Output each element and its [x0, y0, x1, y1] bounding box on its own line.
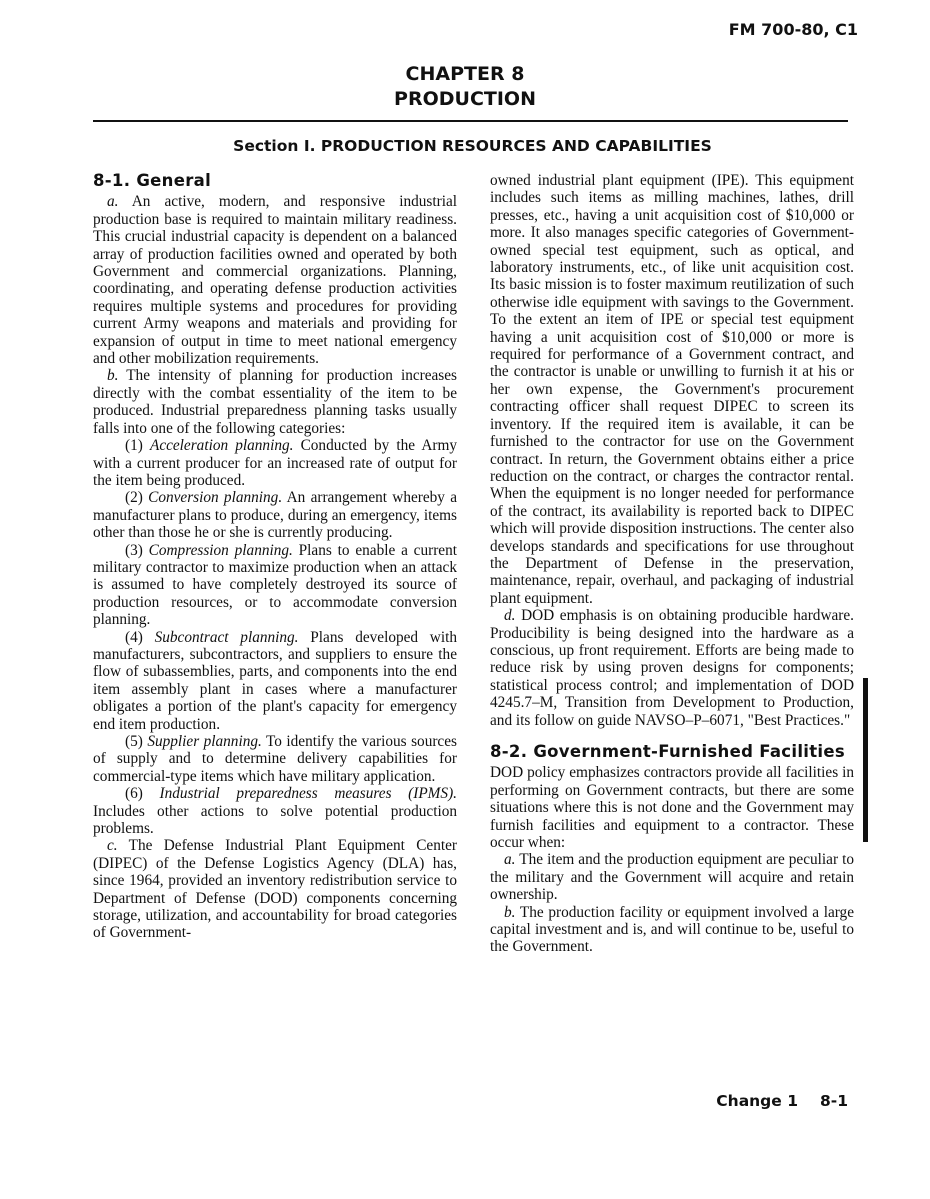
- item-text: To identify the various sources of supply and to determine delivery capabilities for commercial-type items which have military application.: [93, 733, 457, 785]
- subpara-label: a.: [504, 851, 516, 869]
- item-text: Includes other actions to solve potential production problems.: [93, 802, 457, 838]
- paragraph-8-2-b: [490, 904, 854, 956]
- subpara-text: The item and the production equipment are peculiar to the military and the Government will acquire and retain ownership.: [490, 851, 854, 904]
- item-term: Subcontract planning.: [154, 628, 299, 646]
- planning-item: [93, 785, 457, 837]
- planning-item: [93, 629, 457, 733]
- item-term: Supplier planning.: [147, 733, 262, 750]
- subpara-label: c.: [107, 837, 118, 855]
- planning-item: [93, 733, 457, 785]
- subpara-label: d.: [504, 607, 516, 625]
- subpara-text: The production facility or equipment involved a large capital investment and is, and will continue to be, useful to the Government.: [490, 903, 854, 956]
- paragraph-8-1-d: [490, 607, 854, 729]
- item-number: (1): [125, 437, 143, 455]
- chapter-heading: [0, 62, 930, 112]
- planning-item: [93, 437, 457, 489]
- paragraph-8-2-a: [490, 851, 854, 903]
- page-number: 8-1: [819, 1092, 848, 1110]
- paragraph-heading-8-2: 8-2. Government-Furnished Facilities: [490, 742, 845, 761]
- chapter-title: PRODUCTION: [394, 88, 536, 110]
- paragraph-heading-8-1: 8-1. General: [93, 171, 212, 190]
- item-text: Plans developed with manufacturers, subcontractors, and suppliers to ensure the flow of subassemblies, parts, and components into the end item assembly plant in cases where a manufacturer obligates a portion of the plant's capacity for emergency end item production.: [93, 628, 458, 733]
- planning-item: [93, 489, 457, 541]
- subpara-label: b.: [107, 367, 119, 385]
- subpara-text: The Defense Industrial Plant Equipment Center (DIPEC) of the Defense Logistics Agency (DLA) has, since 1964, provided an inventory redistribution service to Department of Defense (DOD) components concerning storage, utilization, and accountability for broad categories of Government-: [93, 837, 457, 942]
- subpara-label: b.: [504, 903, 516, 921]
- item-text: Plans to enable a current military contractor to maximize production when an attack is assumed to have completely destroyed its source of production resources, or to accommodate conversion planning.: [93, 541, 457, 629]
- paragraph-8-1-c-continued: owned industrial plant equipment (IPE). This equipment includes such items as milling machines, lathes, drill presses, etc., having a unit acquisition cost of $10,000 or more. It also manages specific categories of Government-owned special test equipment, such as optical, and laboratory instruments, etc., of like unit acquisition cost. Its basic mission is to foster maximum reutilization of such otherwise idle equipment with savings to the Government. To the extent an item of IPE or special test equipment having a unit acquisition cost of $10,000 or more is required for performance of a Government contract, and the contractor is unable or unwilling to furnish it at his or her own expense, the Government's procurement contracting officer shall request DIPEC to screen its inventory. If the required item is available, it can be furnished to the contractor for use on the Government contract. In return, the Government obtains either a price reduction on the contract, or charges the contractor rental. When the equipment is no longer needed for performance of the contract, its availability is reported back to DIPEC which will provide disposition instructions. The center also develops standards and specifications for use throughout the Department of Defense in the preservation, maintenance, repair, overhaul, and packaging of industrial plant equipment.: [490, 172, 854, 607]
- paragraph-8-1-c: [93, 837, 457, 941]
- item-number: (4): [125, 628, 143, 646]
- subpara-text: The intensity of planning for production increases directly with the combat essentiality of the item to be produced. Industrial preparedness planning tasks usually falls into one of the following categories:: [93, 367, 457, 437]
- change-label: Change 1: [716, 1092, 798, 1110]
- change-bar: [863, 678, 868, 842]
- left-column: [93, 172, 457, 942]
- paragraph-8-1-b: [93, 367, 457, 437]
- item-term: Acceleration planning.: [149, 437, 294, 455]
- subpara-text: DOD emphasis is on obtaining producible hardware. Producibility is being designed into the hardware as a conscious, up front requirement. Efforts are being made to reduce risk by using proven designs for components; statistical process control; and implementation of DOD 4245.7–M, Transition from Development to Production, and its follow on guide NAVSO–P–6071, "Best Practices.": [490, 607, 854, 729]
- chapter-number: CHAPTER 8: [405, 63, 525, 85]
- item-text: An arrangement whereby a manufacturer plans to produce, during an emergency, items other than those he or she is currently producing.: [93, 489, 458, 542]
- planning-item: [93, 542, 457, 629]
- header-rule: [93, 120, 848, 122]
- item-text: Conducted by the Army with a current producer for an increased rate of output for the item being produced.: [93, 437, 458, 489]
- item-number: (2): [125, 489, 143, 507]
- item-term: Industrial preparedness measures (IPMS).: [159, 785, 457, 803]
- right-column: [490, 172, 854, 956]
- subpara-text: An active, modern, and responsive industrial production base is required to maintain military readiness. This crucial industrial capacity is dependent on a balanced array of production facilities owned and operated by both Government and commercial organizations. Planning, coordinating, and operating defense production activities requires multiple systems and procedures for providing current Army weapons and materials and providing for expansion of output in time to meet national emergency and other mobilization requirements.: [93, 193, 458, 368]
- subpara-label: a.: [107, 193, 119, 211]
- document-code: FM 700-80, C1: [728, 20, 858, 39]
- item-number: (5): [125, 733, 143, 750]
- section-title: Section I. PRODUCTION RESOURCES AND CAPABILITIES: [233, 137, 712, 155]
- item-term: Compression planning.: [148, 541, 293, 559]
- paragraph-8-1-a: [93, 193, 457, 367]
- item-term: Conversion planning.: [148, 489, 283, 507]
- item-number: (3): [125, 541, 143, 559]
- page-footer: [716, 1092, 848, 1110]
- item-number: (6): [125, 785, 143, 803]
- paragraph-8-2-intro: DOD policy emphasizes contractors provide all facilities in performing on Government contracts, but there are some situations where this is not done and the Government may furnish facilities and equipment to a contractor. These occur when:: [490, 764, 854, 852]
